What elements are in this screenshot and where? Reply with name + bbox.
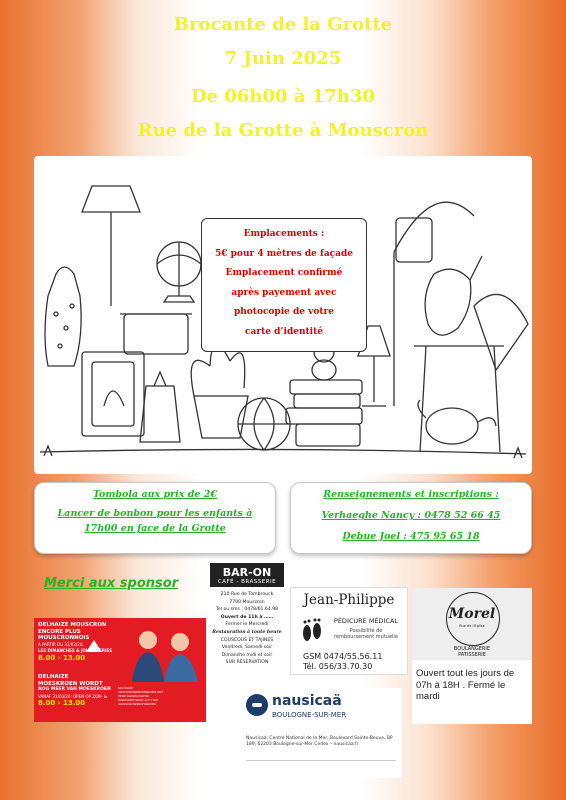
baron-closed: Fermer le Mercredi — [225, 622, 269, 628]
sponsor-jean-philippe — [290, 587, 408, 675]
jp-name: Jean-Philippe — [303, 592, 395, 608]
delhaize-line-4: A PARTIR DU 31/03/24: — [38, 641, 84, 647]
sponsor-heading: Merci aux sponsor — [44, 576, 179, 591]
sponsor-morel — [412, 588, 532, 724]
contact-nancy: Verhaeghe Nancy : 0478 52 66 45 — [321, 510, 501, 521]
delhaize-photo — [126, 624, 202, 682]
fish-icon — [252, 703, 262, 707]
sign-line-3: Emplacement confirmé — [225, 268, 343, 278]
baron-days-2: Dimanche midi et soir — [221, 652, 273, 658]
morel-hours: Ouvert tout les jours de 07h à 18H . Fermé le mardi — [416, 668, 515, 702]
sign-line-4: après payement avec — [231, 287, 337, 298]
baron-address-1: 210 Rue de Tombrouck — [220, 592, 274, 597]
sign-line-6: carte d’identité — [245, 326, 323, 337]
sponsor-delhaize — [34, 618, 206, 722]
candy-text-2: 17h00 en face de la Grotte — [84, 523, 226, 534]
baron-address-2: 7700 Mouscron — [229, 599, 265, 605]
jp-gsm: GSM 0474/55.56.11 — [303, 652, 383, 661]
baron-resto: Restauration à toute heure — [212, 629, 282, 635]
jp-note-2: remboursement mutuelle — [334, 634, 398, 640]
delhaize-line-2: ENCORE PLUS — [38, 628, 81, 635]
nausicaa-name: nausicaä — [272, 693, 342, 709]
pricing-sign — [201, 218, 367, 352]
jp-tel: Tél. 056/33.70.30 — [303, 662, 373, 671]
sign-line-5: photocopie de votre — [233, 307, 335, 317]
event-hours: De 06h00 à 17h30 — [191, 86, 375, 107]
event-title: Brocante de la Grotte — [173, 14, 393, 35]
delhaize-address: DELHAIZE MOUSCRON/MOESKROEN RUE PERE DAMIEN PATER DAMIAANSTRAAT 4/3 7700 MOUSCRON/MOESKROEN — [118, 686, 164, 706]
tombola-text: Tombola aux prix de 2€ — [93, 489, 217, 500]
sign-line-1: Emplacements : — [243, 229, 325, 239]
contact-banner — [290, 482, 532, 554]
delhaize-line-7: MOESKROEN WORDT — [38, 680, 103, 687]
morel-name: Morel — [448, 606, 496, 622]
delhaize-line-3: MOUSCRONNOIS — [38, 635, 90, 641]
jp-subtitle: PÉDICURE MÉDICAL — [333, 617, 399, 625]
event-location: Rue de la Grotte à Mouscron — [137, 120, 429, 141]
contact-joel: Debue Joel : 475 95 65 18 — [342, 531, 480, 542]
nausicaa-address: Nausicaá, Centre National de la Mer, Boulevard Sainte-Beuve, BP 189, 62203 Boulogne-sur-Mer Cedex – nausicaa.fr — [246, 736, 393, 747]
nausicaa-subtitle: BOULOGNE-SUR-MER — [272, 711, 347, 719]
jp-note-1: Possibilité de — [349, 628, 383, 634]
delhaize-line-1: DELHAIZE MOUSCRON — [38, 622, 107, 628]
sign-line-2: 5€ pour 4 mètres de façade — [214, 248, 354, 259]
delhaize-line-6: DELHAIZE — [38, 674, 69, 680]
sponsor-nausicaa — [240, 688, 402, 778]
tombola-banner — [34, 482, 276, 554]
delhaize-lion-icon — [86, 640, 102, 652]
contact-heading: Renseignements et inscriptions : — [323, 489, 499, 500]
delhaize-line-9: VANAF 31/03/24: OPEN OP ZON- & — [38, 693, 107, 699]
delhaize-hours-2: 8.00 › 13.00 — [38, 699, 86, 707]
baron-reservation: SUR RÉSERVATION — [225, 660, 269, 666]
footprint-icon — [299, 616, 325, 648]
baron-name: BAR-ON — [222, 566, 272, 579]
event-date: 7 Juin 2025 — [224, 48, 342, 69]
delhaize-hours-1: 8.00 › 13.00 — [38, 653, 86, 662]
morel-subtitle-1: BOULANGERIE — [453, 646, 491, 652]
candy-text-1: Lancer de bonbon pour les enfants à — [57, 508, 253, 519]
baron-open: Ouvert de 11h à …… — [220, 614, 274, 620]
baron-menu: COUSCOUS ET TAJINES — [220, 637, 274, 643]
baron-phone: Tel ou sms : 0478/61.64.98 — [215, 607, 279, 613]
delhaize-line-8: NOG MEER VAN MOESKROEN — [38, 687, 111, 692]
baron-subtitle: CAFÉ - BRASSERIE — [217, 579, 277, 585]
delhaize-line-5: LES DIMANCHES & JOURS FERIES — [38, 648, 113, 653]
morel-tagline: Rue de l'Eglise — [459, 624, 485, 628]
baron-days: Vendredi, Samedi soir — [221, 645, 273, 651]
morel-subtitle-2: PATISSERIE — [458, 652, 486, 658]
